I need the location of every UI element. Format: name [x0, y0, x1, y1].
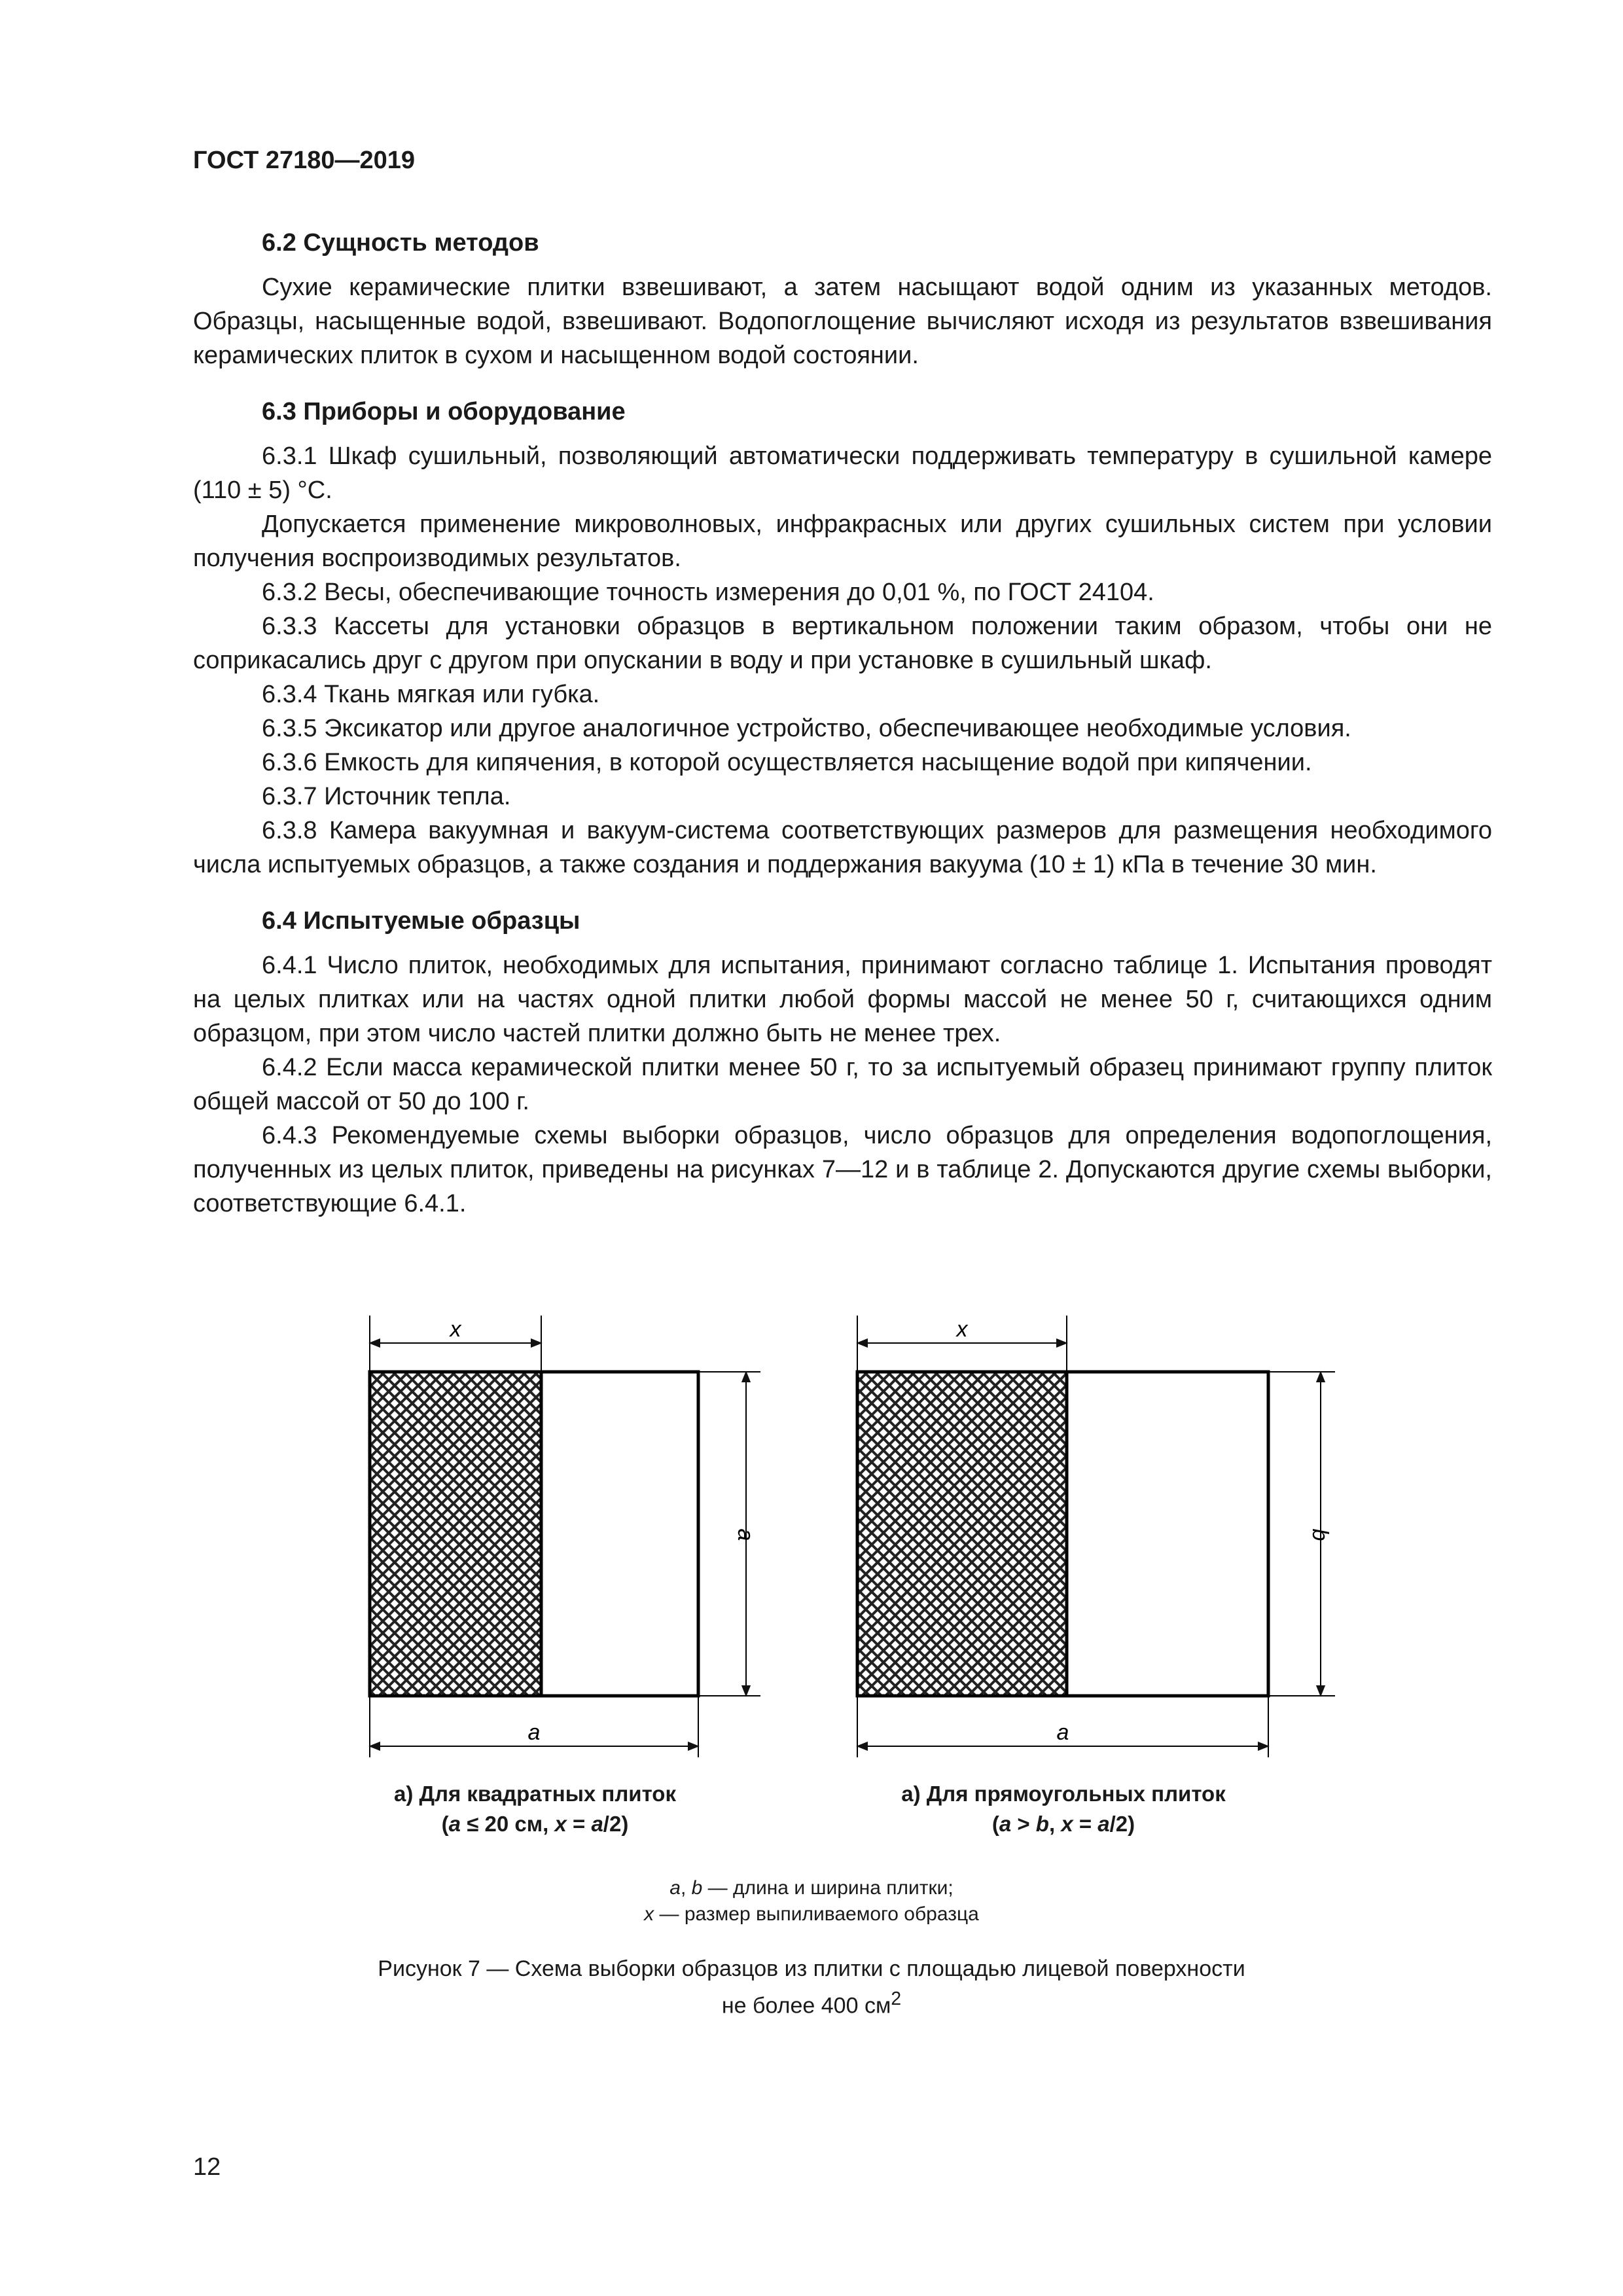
- dim-label-side-a: a: [733, 1528, 758, 1541]
- paragraph: 6.4.3 Рекомендуемые схемы выборки образцов, число образцов для определения водопоглощения, полученных из целых плиток, приведены на рисунках 7—12 и в таблице 2. Допускаются другие схемы выборки, соответствующие 6.4.1.: [193, 1122, 1492, 1217]
- paragraph: 6.4.2 Если масса керамической плитки менее 50 г, то за испытуемый образец принимают группу плиток общей массой от 50 до 100 г.: [193, 1054, 1492, 1115]
- document-id: ГОСТ 27180—2019: [193, 147, 416, 174]
- page-number: 12: [193, 2153, 221, 2181]
- section-title: 6.2 Сущность методов: [262, 229, 539, 257]
- paragraph: 6.3.2 Весы, обеспечивающие точность измерения до 0,01 %, по ГОСТ 24104.: [262, 579, 1154, 606]
- section-title: 6.3 Приборы и оборудование: [262, 398, 626, 425]
- dim-label-x: x: [956, 1317, 968, 1342]
- rectangular-tile-diagram: [857, 1316, 1335, 1757]
- section-6-3: [193, 395, 1492, 882]
- dim-label-side-b: b: [1308, 1528, 1332, 1541]
- paragraph: 6.3.1 Шкаф сушильный, позволяющий автоматически поддерживать температуру в сушильной камере (110 ± 5) °С.: [193, 442, 1492, 504]
- section-title: 6.4 Испытуемые образцы: [262, 907, 580, 935]
- subcaption-rectangular: а) Для прямоугольных плиток (a > b, x = a/2): [901, 1782, 1226, 1836]
- figure-7: [0, 1309, 1623, 2018]
- dim-label-bottom-a: a: [527, 1720, 541, 1745]
- dim-label-bottom-a: a: [1056, 1720, 1069, 1745]
- subcaption-square: а) Для квадратных плиток (a ≤ 20 см, x = a/2): [394, 1782, 676, 1836]
- section-6-2: [193, 226, 1492, 372]
- paragraph: 6.3.5 Эксикатор или другое аналогичное устройство, обеспечивающее необходимые условия.: [262, 715, 1351, 742]
- main-text: [193, 226, 1492, 1243]
- figure-caption: Рисунок 7 — Схема выборки образцов из плитки с площадью лицевой поверхности не более 400 $см^2$: [378, 1956, 1245, 2018]
- tile-diagrams: [0, 1309, 1623, 1780]
- paragraph: 6.3.7 Источник тепла.: [262, 783, 511, 810]
- tile-remainder: [541, 1372, 698, 1696]
- dim-label-x: x: [450, 1317, 461, 1342]
- paragraph: Сухие керамические плитки взвешивают, а затем насыщают водой одним из указанных методов. Образцы, насыщенные водой, взвешивают. Водопоглощение вычисляют исходя из результатов взвешивания керамических плиток в сухом и насыщенном водой состоянии.: [193, 274, 1492, 369]
- paragraph: 6.4.1 Число плиток, необходимых для испытания, принимают согласно таблице 1. Испытания проводят на целых плитках или на частях одной плитки любой формы массой не менее 50 г, считающихся одним образцом, при этом число частей плитки должно быть не менее трех.: [193, 952, 1492, 1047]
- square-tile-diagram: [370, 1316, 760, 1757]
- paragraph: Допускается применение микроволновых, инфракрасных или других сушильных систем при условии получения воспроизводимых результатов.: [193, 511, 1492, 572]
- paragraph: 6.3.3 Кассеты для установки образцов в вертикальном положении таким образом, чтобы они не соприкасались друг с другом при опускании в воду и при установке в сушильный шкаф.: [193, 613, 1492, 674]
- sample-hatched-area: [857, 1372, 1067, 1696]
- sample-hatched-area: [370, 1372, 541, 1696]
- figure-legend: a, b — длина и ширина плитки; x — размер выпиливаемого образца: [644, 1877, 979, 1925]
- tile-remainder: [1067, 1372, 1268, 1696]
- section-6-4: [193, 904, 1492, 1221]
- paragraph: 6.3.6 Емкость для кипячения, в которой осуществляется насыщение водой при кипячении.: [262, 749, 1312, 776]
- paragraph: 6.3.8 Камера вакуумная и вакуум-система соответствующих размеров для размещения необходимого числа испытуемых образцов, а также создания и поддержания вакуума (10 ± 1) кПа в течение 30 мин.: [193, 817, 1492, 878]
- paragraph: 6.3.4 Ткань мягкая или губка.: [262, 681, 600, 708]
